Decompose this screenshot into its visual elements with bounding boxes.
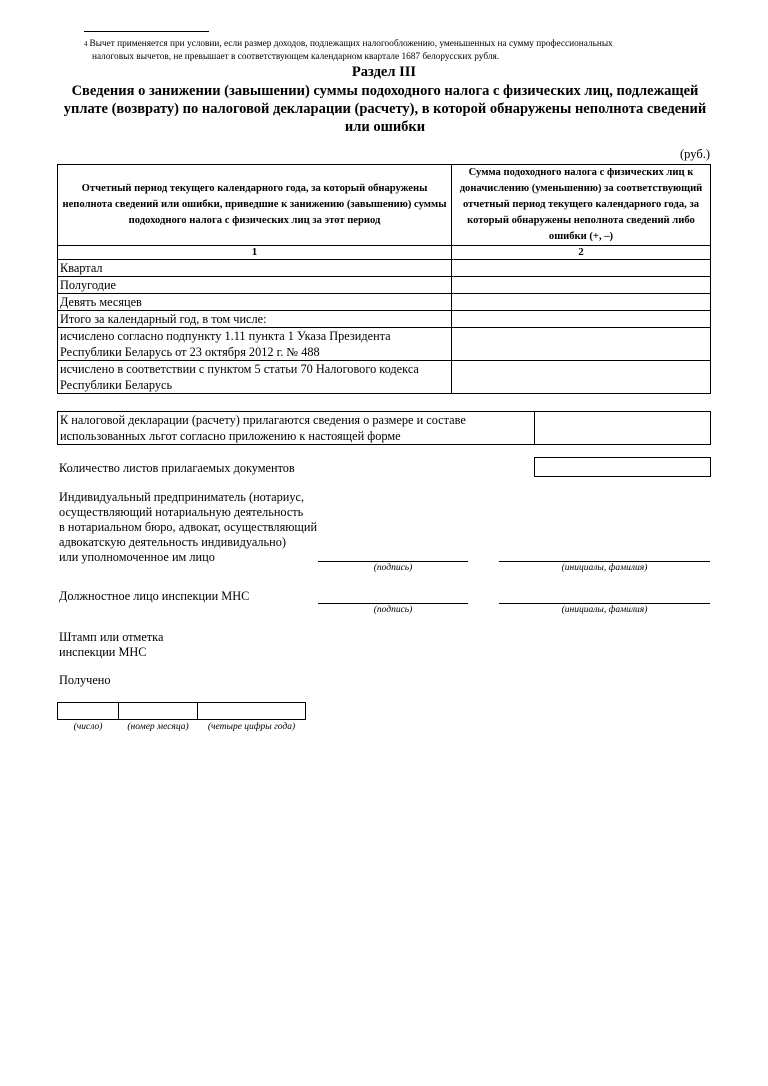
entrepreneur-line1: Индивидуальный предприниматель (нотариус, <box>59 490 305 504</box>
row-value-input[interactable] <box>452 260 711 277</box>
section-title-line2: уплате (возврату) по налоговой декларации (расчету), в которой обнаружены неполнота сведений <box>63 101 707 117</box>
row-value-input[interactable] <box>452 361 711 394</box>
received-day-input[interactable] <box>57 702 119 720</box>
footnote <box>84 38 710 64</box>
received-day-caption: (число) <box>73 722 103 732</box>
attachment-table <box>57 411 711 445</box>
received-year-input[interactable] <box>197 702 306 720</box>
attachment-value-input[interactable] <box>535 412 711 445</box>
footnote-line2: налоговых вычетов, не превышает в соответствующем календарном квартале 1687 белорусских рубля. <box>92 52 500 62</box>
tax-correction-table <box>57 164 711 394</box>
official-signature-line[interactable] <box>318 603 468 604</box>
footnote-separator <box>84 31 209 32</box>
official-name-caption: (инициалы, фамилия) <box>561 605 648 615</box>
row-value-input[interactable] <box>452 311 711 328</box>
stamp-line1: Штамп или отметка <box>59 630 164 644</box>
column-number-2: 2 <box>452 246 711 260</box>
header-period: Отчетный период текущего календарного года, за который обнаружены неполнота сведений или ошибки, приведшие к занижению (завышению) суммы подоходного налога с физических лиц за этот период <box>58 165 452 246</box>
row-value-input[interactable] <box>452 328 711 361</box>
official-name-line[interactable] <box>499 603 710 604</box>
table-row <box>58 277 711 294</box>
entrepreneur-label <box>59 490 317 565</box>
row-value-input[interactable] <box>452 294 711 311</box>
received-label: Получено <box>59 673 111 687</box>
sheets-label: Количество листов прилагаемых документов <box>59 461 295 475</box>
footnote-marker: 4 <box>84 40 88 48</box>
row-label: исчислено в соответствии с пунктом 5 статьи 70 Налогового кодекса Республики Беларусь <box>58 361 452 394</box>
row-label: Девять месяцев <box>58 294 452 311</box>
official-label: Должностное лицо инспекции МНС <box>59 589 250 603</box>
entrepreneur-signature-caption: (подпись) <box>373 563 413 573</box>
entrepreneur-name-caption: (инициалы, фамилия) <box>561 563 648 573</box>
received-month-input[interactable] <box>118 702 198 720</box>
entrepreneur-line3: в нотариальном бюро, адвокат, осуществляющий <box>59 520 318 534</box>
table-row <box>58 311 711 328</box>
entrepreneur-signature-line[interactable] <box>318 561 468 562</box>
official-signature-caption: (подпись) <box>373 605 413 615</box>
row-value-input[interactable] <box>452 277 711 294</box>
section-title <box>60 82 710 136</box>
table-row <box>58 361 711 394</box>
entrepreneur-line2: осуществляющий нотариальную деятельность <box>59 505 304 519</box>
section-title-line3: или ошибки <box>344 119 426 135</box>
currency-unit: (руб.) <box>680 147 710 161</box>
section-title-line1: Сведения о занижении (завышении) суммы подоходного налога с физических лиц, подлежащей <box>71 83 699 99</box>
stamp-line2: инспекции МНС <box>59 645 147 659</box>
table-row <box>58 294 711 311</box>
attachment-text: К налоговой декларации (расчету) прилагаются сведения о размере и составе использованных льгот согласно приложению к настоящей форме <box>58 412 535 445</box>
sheets-count-input[interactable] <box>534 457 711 477</box>
entrepreneur-line5: или уполномоченное им лицо <box>59 550 215 564</box>
received-month-caption: (номер месяца) <box>127 722 189 732</box>
table-row <box>58 328 711 361</box>
entrepreneur-name-line[interactable] <box>499 561 710 562</box>
row-label: Полугодие <box>58 277 452 294</box>
column-number-1: 1 <box>58 246 452 260</box>
entrepreneur-line4: адвокатскую деятельность индивидуально) <box>59 535 286 549</box>
row-label: исчислено согласно подпункту 1.11 пункта 1 Указа Президента Республики Беларусь от 23 октября 2012 г. № 488 <box>58 328 452 361</box>
stamp-label <box>59 630 163 660</box>
header-amount: Сумма подоходного налога с физических лиц к доначислению (уменьшению) за соответствующий отчетный период текущего календарного года, за который обнаружены неполнота сведений либо ошибки (+, –) <box>452 165 711 246</box>
table-row <box>58 260 711 277</box>
footnote-line1: Вычет применяется при условии, если размер доходов, подлежащих налогообложению, уменьшенных на сумму профессиональных <box>89 39 613 49</box>
received-year-caption: (четыре цифры года) <box>207 722 296 732</box>
section-label: Раздел III <box>351 64 417 80</box>
row-label: Итого за календарный год, в том числе: <box>58 311 452 328</box>
row-label: Квартал <box>58 260 452 277</box>
